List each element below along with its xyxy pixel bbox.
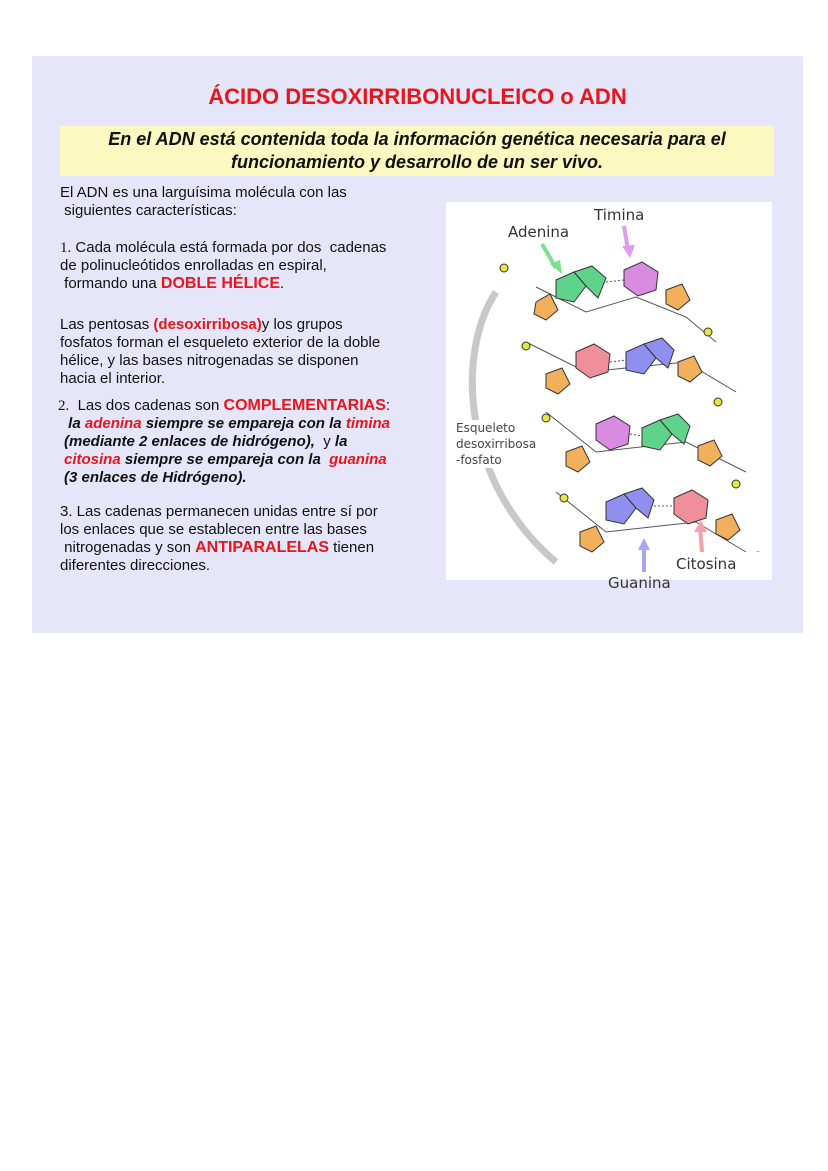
phosphate-4 (714, 398, 722, 406)
sugar-6 (698, 440, 722, 466)
point-2-number: 2. (58, 398, 70, 414)
sugar-7 (580, 526, 604, 552)
phosphate-3 (522, 342, 530, 350)
sugar-4 (678, 356, 702, 382)
phosphate-1 (500, 264, 508, 272)
pentosas-line-3: hélice, y las bases nitrogenadas se disponen (60, 352, 359, 369)
point-2-mid: siempre se empareja con la (141, 415, 346, 432)
adenina-label: Adenina (508, 223, 570, 241)
point-2-post: : (385, 397, 391, 414)
antiparalelas-term: ANTIPARALELAS (195, 539, 330, 556)
dna-diagram (446, 202, 772, 592)
point-1-text: Cada molécula está formada por dos cadenas (71, 239, 387, 256)
esqueleto-label-line-3: -fosfato (456, 453, 502, 467)
highlight-banner (60, 126, 774, 176)
esqueleto-label-line-2: desoxirribosa (456, 437, 537, 451)
phosphate-2 (704, 328, 712, 336)
pentosas-pre: Las pentosas (60, 316, 154, 333)
point-1 (60, 239, 386, 293)
h-bond-1 (606, 280, 624, 282)
point-3-line-4: diferentes direcciones. (60, 557, 211, 574)
pentosas-line-2: fosfatos forman el esqueleto exterior de la doble (60, 334, 381, 351)
point-1-post: . (280, 275, 285, 292)
intro-line-1: El ADN es una larguísima molécula con las (60, 184, 347, 201)
point-1-line-2: de polinucleótidos enrolladas en espiral, (60, 257, 327, 274)
sugar-5 (566, 446, 590, 472)
point-2-line-4 (58, 451, 390, 469)
sugar-2 (666, 284, 690, 310)
pentosas-line-4: hacia el interior. (60, 370, 166, 387)
desoxirribosa-term: (desoxirribosa) (153, 316, 262, 333)
point-1-number: 1. (60, 240, 72, 256)
point-2-la: la (64, 415, 85, 432)
sugar-1 (534, 294, 558, 320)
phosphate-7 (560, 494, 568, 502)
point-3 (60, 503, 378, 575)
point-3-line-1: 3. Las cadenas permanecen unidas entre sí por (60, 503, 378, 520)
point-2-pre: Las dos cadenas son (69, 397, 224, 414)
page-title: ÁCIDO DESOXIRRIBONUCLEICO o ADN (208, 84, 627, 109)
intro-line-2: siguientes características: (60, 202, 237, 219)
point-2-line-5: (3 enlaces de Hidrógeno). (64, 469, 247, 486)
point-2-line-2 (58, 415, 390, 433)
esqueleto-label-line-1: Esqueleto (456, 421, 516, 435)
pentosas-post: y los grupos (261, 316, 343, 333)
adenina-term: adenina (84, 415, 142, 432)
pentosas-paragraph (60, 316, 380, 388)
slide (32, 56, 803, 633)
dna-diagram-svg (446, 202, 772, 592)
doble-helice-term: DOBLE HÉLICE (160, 275, 281, 292)
point-2 (58, 397, 390, 487)
timina-term: timina (345, 415, 391, 432)
citosina-term: citosina (64, 451, 121, 468)
citosina-ring-1 (576, 344, 610, 378)
intro-paragraph (60, 184, 347, 220)
point-2-y: y (314, 433, 335, 450)
guanina-term: guanina (329, 451, 387, 468)
phosphate-5 (542, 414, 550, 422)
sugar-8 (716, 514, 740, 540)
sugar-3 (546, 368, 570, 394)
timina-label: Timina (594, 206, 645, 224)
point-1-line-1 (60, 239, 386, 257)
point-2-line-1 (58, 397, 390, 415)
point-3-post: tienen (329, 539, 375, 556)
timina-ring (624, 262, 658, 296)
guanina-arrowhead (638, 538, 650, 550)
point-1-pre: formando una (60, 275, 161, 292)
citosina-ring-4 (674, 490, 708, 524)
banner-line-2: funcionamiento y desarrollo de un ser vivo. (230, 152, 604, 172)
point-1-line-3 (60, 275, 386, 293)
timina-ring-2 (596, 416, 630, 450)
phosphate-6 (732, 480, 740, 488)
point-2-mid-2: siempre se empareja con la (120, 451, 330, 468)
point-2-line-3 (58, 433, 390, 451)
point-2-enlaces-2: (mediante 2 enlaces de hidrógeno), (64, 433, 315, 450)
guanina-label: Guanina (608, 574, 671, 592)
pentosas-line-1 (60, 316, 380, 334)
point-3-line-3 (60, 539, 378, 557)
point-3-pre: nitrogenadas y son (60, 539, 196, 556)
h-bond-3 (630, 434, 642, 436)
complementarias-term: COMPLEMENTARIAS (223, 397, 386, 414)
timina-arrowhead (622, 245, 635, 258)
citosina-label: Citosina (676, 555, 737, 573)
point-2-la-2: la (334, 433, 348, 450)
banner-line-1: En el ADN está contenida toda la información genética necesaria para el (108, 129, 726, 149)
point-3-line-2: los enlaces que se establecen entre las bases (60, 521, 367, 538)
h-bond-2 (610, 360, 626, 362)
